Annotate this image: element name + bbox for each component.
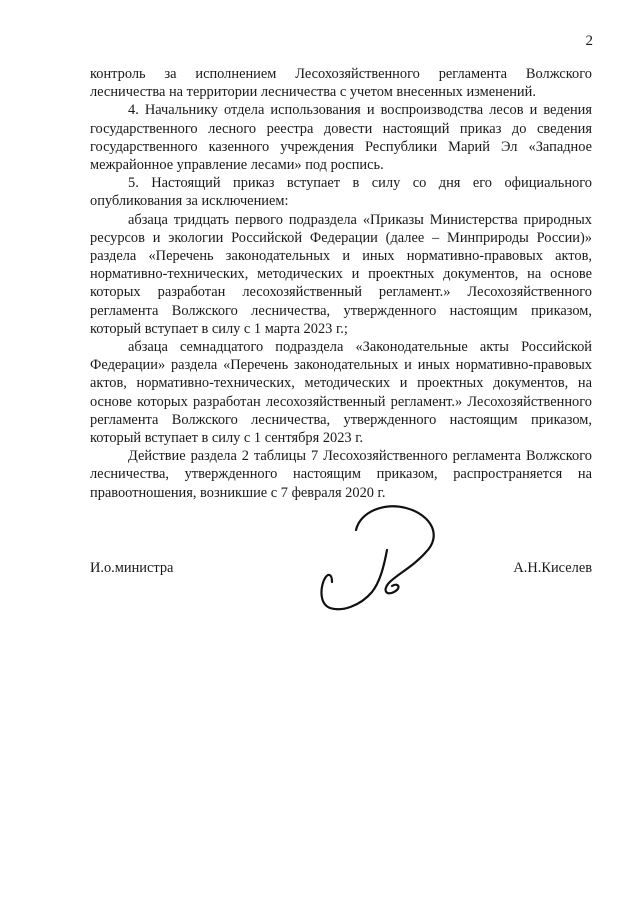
signatory-position: И.о.министра (90, 560, 174, 576)
paragraph-effect: Действие раздела 2 таблицы 7 Лесохозяйственного регламента Волжского лесничества, утвержденного настоящим приказом, распространяется на правоотношения, возникшие с 7 февраля 2020 г. (90, 448, 592, 501)
paragraph-exception-1: абзаца тридцать первого подраздела «Приказы Министерства природных ресурсов и экологии Российской Федерации (далее – Минприроды России)» раздела «Перечень законодательных и иных нормативно-правовых актов, нормативно-технических, методических и проектных документов, на основе которых разработан лесохозяйственный регламент.» Лесохозяйственного регламента Волжского лесничества, утвержденного настоящим приказом, который вступает в силу с 1 марта 2023 г.; (90, 211, 592, 337)
handwritten-signature (290, 486, 480, 626)
signatory-name: А.Н.Киселев (513, 560, 592, 576)
paragraph-item-5: 5. Настоящий приказ вступает в силу со дня его официального опубликования за исключением: (90, 175, 592, 210)
page-number: 2 (585, 33, 593, 49)
paragraph-exception-2: абзаца семнадцатого подраздела «Законодательные акты Российской Федерации» раздела «Перечень законодательных и иных нормативно-правовых актов, нормативно-технических, методических и проектных документов, на основе которых разработан лесохозяйственный регламент.» Лесохозяйственного регламента Волжского лесничества, утвержденного настоящим приказом, который вступает в силу с 1 сентября 2023 г. (90, 339, 592, 447)
paragraph-item-4: 4. Начальнику отдела использования и воспроизводства лесов и ведения государственного лесного реестра довести настоящий приказ до сведения государственного казенного учреждения Республики Марий Эл «Западное межрайонное управление лесами» под роспись. (90, 102, 592, 174)
paragraph-continuation: контроль за исполнением Лесохозяйственного регламента Волжского лесничества на территории лесничества с учетом внесенных изменений. (90, 66, 592, 101)
body-text (90, 65, 592, 502)
signature-stroke (322, 506, 434, 609)
